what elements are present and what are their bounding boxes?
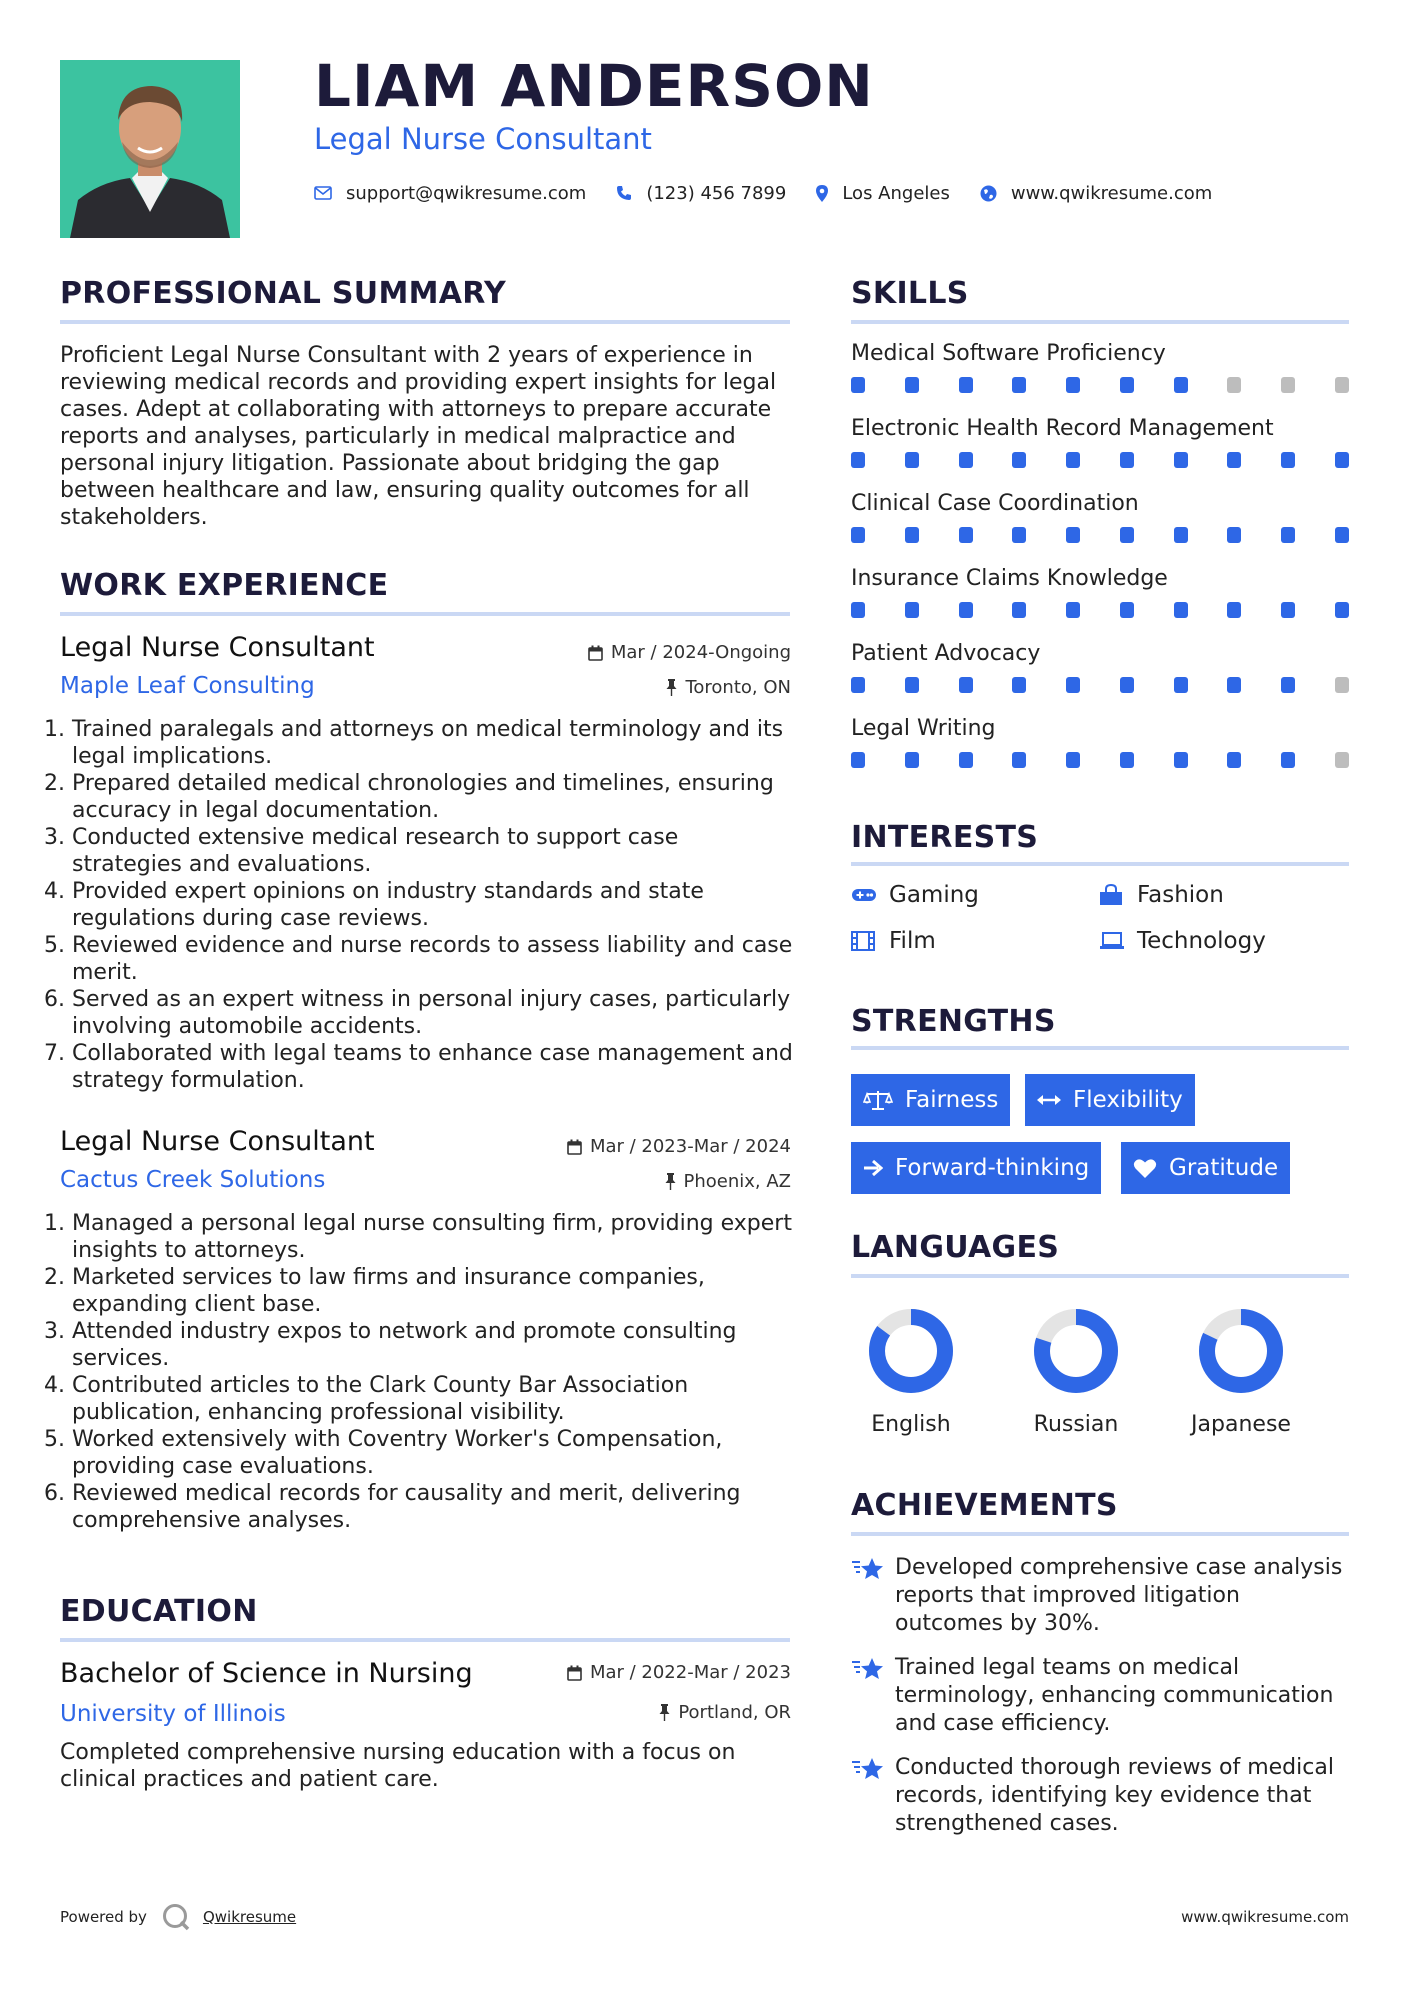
rating-dot-filled [1281,602,1295,618]
rating-dot-filled [1281,677,1295,693]
rating-dot-filled [851,377,865,393]
footer-brand-link[interactable]: Qwikresume [202,1908,297,1926]
rating-dot-filled [959,752,973,768]
job-company: Cactus Creek Solutions [60,1167,326,1193]
skill-rating [851,527,1349,543]
skill-row [851,566,1349,641]
rating-dot-filled [1174,752,1188,768]
arrows-horizontal-icon [1037,1093,1061,1107]
star-icon [851,1654,895,1738]
skill-label: Electronic Health Record Management [851,416,1274,441]
rating-dot-empty [1281,377,1295,393]
rating-dot-filled [1120,527,1134,543]
education-dates: Mar / 2022-Mar / 2023 [480,1662,791,1683]
rating-dot-filled [1120,377,1134,393]
rating-dot-filled [959,527,973,543]
achievements-divider [851,1532,1349,1536]
achievement-text: Developed comprehensive case analysis reports that improved litigation outcomes by 30%. [895,1555,1343,1636]
skill-label: Patient Advocacy [851,641,1041,666]
skill-label: Clinical Case Coordination [851,491,1139,516]
footer-powered-by: Powered by Qwikresume [60,1902,296,1932]
rating-dot-filled [1227,452,1241,468]
interest-film: Film [851,928,936,954]
rating-dot-filled [1227,527,1241,543]
rating-dot-filled [905,452,919,468]
star-icon [851,1554,895,1638]
rating-dot-filled [905,677,919,693]
skill-row [851,491,1349,566]
rating-dot-filled [1012,527,1026,543]
job-bullets [54,1210,794,1534]
skill-label: Medical Software Proficiency [851,341,1166,366]
rating-dot-filled [959,452,973,468]
rating-dot-filled [1066,602,1080,618]
language-donut [841,1306,981,1396]
language-donut [1006,1306,1146,1396]
rating-dot-filled [1066,677,1080,693]
languages-divider [851,1274,1349,1278]
list-item: 2. Marketed services to law firms and insurance companies, expanding client base. [72,1264,794,1318]
job-title: Legal Nurse Consultant [60,1126,375,1157]
education-degree: Bachelor of Science in Nursing [60,1658,473,1689]
strength-badge-flexibility: Flexibility [1025,1074,1195,1126]
achievements-heading: ACHIEVEMENTS [851,1488,1118,1523]
rating-dot-filled [905,527,919,543]
rating-dot-filled [1227,677,1241,693]
education-location: Portland, OR [480,1702,791,1723]
pushpin-icon [666,679,677,696]
rating-dot-filled [959,377,973,393]
rating-dot-filled [1120,677,1134,693]
experience-heading: WORK EXPERIENCE [60,568,389,603]
skill-row [851,341,1349,416]
experience-divider [60,612,790,616]
rating-dot-filled [1281,752,1295,768]
film-icon [851,931,879,951]
job-location: Toronto, ON [480,677,791,698]
skill-rating [851,377,1349,393]
list-item: 4. Contributed articles to the Clark County Bar Association publication, enhancing professional visibility. [72,1372,794,1426]
skill-rating [851,752,1349,768]
list-item: 1. Trained paralegals and attorneys on medical terminology and its legal implications. [72,716,794,770]
job-bullets [54,716,794,1094]
achievements-list [851,1554,1351,1854]
candidate-title: Legal Nurse Consultant [314,122,652,156]
achievement-text: Trained legal teams on medical terminology, enhancing communication and case efficiency. [895,1655,1334,1736]
contact-phone[interactable]: (123) 456 7899 [646,182,787,204]
achievement-text: Conducted thorough reviews of medical records, identifying key evidence that strengthened cases. [895,1755,1334,1836]
rating-dot-filled [1174,452,1188,468]
job-company: Maple Leaf Consulting [60,673,315,699]
interest-fashion: Fashion [1099,882,1224,908]
rating-dot-filled [851,602,865,618]
job-dates: Mar / 2024-Ongoing [480,642,791,663]
arrow-right-icon [863,1159,883,1177]
rating-dot-empty [1335,752,1349,768]
candidate-name: LIAM ANDERSON [314,52,874,120]
rating-dot-filled [1335,452,1349,468]
strength-badge-forward-thinking: Forward-thinking [851,1142,1101,1194]
language-label: English [871,1412,951,1437]
gamepad-icon [851,887,879,903]
rating-dot-filled [1066,752,1080,768]
list-item: 5. Worked extensively with Coventry Worker's Compensation, providing case evaluations. [72,1426,794,1480]
language-item [841,1306,981,1437]
rating-dot-filled [905,752,919,768]
list-item: 5. Reviewed evidence and nurse records to assess liability and case merit. [72,932,794,986]
languages-list [851,1306,1349,1446]
rating-dot-filled [1012,377,1026,393]
strength-badge-gratitude: Gratitude [1121,1142,1290,1194]
achievement-item [851,1654,1351,1738]
achievement-item [851,1554,1351,1638]
rating-dot-filled [1012,602,1026,618]
job-dates: Mar / 2023-Mar / 2024 [480,1136,791,1157]
list-item: 3. Attended industry expos to network and promote consulting services. [72,1318,794,1372]
strengths-heading: STRENGTHS [851,1004,1056,1039]
rating-dot-filled [1120,602,1134,618]
list-item: 2. Prepared detailed medical chronologies and timelines, ensuring accuracy in legal documentation. [72,770,794,824]
rating-dot-filled [1066,452,1080,468]
heart-icon [1133,1158,1157,1179]
skill-label: Legal Writing [851,716,996,741]
summary-heading: PROFESSIONAL SUMMARY [60,276,507,311]
strengths-divider [851,1046,1349,1050]
balance-scale-icon [863,1089,893,1111]
footer-website[interactable]: www.qwikresume.com [1181,1908,1349,1926]
calendar-icon [567,1665,582,1681]
pushpin-icon [665,1173,676,1190]
education-divider [60,1638,790,1642]
skill-row [851,716,1349,791]
rating-dot-filled [905,377,919,393]
skill-row [851,416,1349,491]
list-item: 7. Collaborated with legal teams to enhance case management and strategy formulation. [72,1040,794,1094]
rating-dot-filled [1012,677,1026,693]
rating-dot-filled [1281,527,1295,543]
language-item [1006,1306,1146,1437]
skill-rating [851,602,1349,618]
rating-dot-filled [1120,752,1134,768]
rating-dot-filled [1174,527,1188,543]
rating-dot-filled [959,602,973,618]
rating-dot-filled [851,752,865,768]
interest-technology: Technology [1099,928,1266,954]
rating-dot-filled [851,677,865,693]
rating-dot-filled [1174,377,1188,393]
skill-row [851,641,1349,716]
education-heading: EDUCATION [60,1594,258,1629]
star-icon [851,1754,895,1838]
laptop-icon [1099,932,1127,950]
contact-bar [314,178,1242,208]
skills-divider [851,320,1349,324]
contact-location: Los Angeles [842,182,950,204]
rating-dot-filled [1227,752,1241,768]
rating-dot-filled [851,452,865,468]
interests-divider [851,862,1349,866]
education-school: University of Illinois [60,1701,286,1727]
contact-email[interactable]: support@qwikresume.com [346,182,587,204]
qwikresume-logo-icon [161,1902,191,1932]
rating-dot-empty [1227,377,1241,393]
skill-label: Insurance Claims Knowledge [851,566,1168,591]
language-label: Russian [1033,1412,1119,1437]
phone-icon [616,185,632,201]
rating-dot-filled [1066,527,1080,543]
contact-website[interactable]: www.qwikresume.com [1010,182,1213,204]
summary-text: Proficient Legal Nurse Consultant with 2 years of experience in reviewing medical records and providing expert insights for legal cases. Adept at collaborating with attorneys to prepare accurate reports and analyses, particularly in medical malpractice and personal injury litigation. Passionate about bridging the gap between healthcare and law, ensuring quality outcomes for all stakeholders. [60,343,777,530]
pushpin-icon [659,1704,670,1721]
globe-icon [980,185,997,202]
rating-dot-filled [1120,452,1134,468]
rating-dot-filled [1012,752,1026,768]
profile-photo [60,60,240,238]
calendar-icon [588,645,603,661]
rating-dot-filled [1281,452,1295,468]
rating-dot-empty [1335,377,1349,393]
rating-dot-filled [1174,677,1188,693]
interest-gaming: Gaming [851,882,979,908]
rating-dot-filled [1227,602,1241,618]
language-donut [1171,1306,1311,1396]
skill-rating [851,452,1349,468]
envelope-icon [314,186,332,200]
list-item: 6. Reviewed medical records for causality and merit, delivering comprehensive analyses. [72,1480,794,1534]
achievement-item [851,1754,1351,1838]
education-description: Completed comprehensive nursing education with a focus on clinical practices and patient care. [60,1740,736,1792]
language-label: Japanese [1191,1412,1291,1437]
skills-list [851,341,1349,791]
rating-dot-filled [1335,602,1349,618]
person-portrait-icon [60,60,240,238]
rating-dot-filled [1066,377,1080,393]
rating-dot-filled [905,602,919,618]
interests-heading: INTERESTS [851,820,1039,855]
summary-divider [60,320,790,324]
list-item: 4. Provided expert opinions on industry standards and state regulations during case reviews. [72,878,794,932]
list-item: 1. Managed a personal legal nurse consulting firm, providing expert insights to attorneys. [72,1210,794,1264]
rating-dot-filled [959,677,973,693]
job-title: Legal Nurse Consultant [60,632,375,663]
language-item [1171,1306,1311,1437]
rating-dot-filled [1012,452,1026,468]
strength-badge-fairness: Fairness [851,1074,1010,1126]
rating-dot-filled [851,527,865,543]
calendar-icon [567,1139,582,1155]
skill-rating [851,677,1349,693]
map-marker-icon [816,185,828,202]
rating-dot-empty [1335,677,1349,693]
rating-dot-filled [1174,602,1188,618]
rating-dot-filled [1335,527,1349,543]
shopping-bag-icon [1099,884,1127,906]
job-location: Phoenix, AZ [480,1171,791,1192]
list-item: 6. Served as an expert witness in personal injury cases, particularly involving automobile accidents. [72,986,794,1040]
list-item: 3. Conducted extensive medical research to support case strategies and evaluations. [72,824,794,878]
languages-heading: LANGUAGES [851,1230,1060,1265]
skills-heading: SKILLS [851,276,969,311]
